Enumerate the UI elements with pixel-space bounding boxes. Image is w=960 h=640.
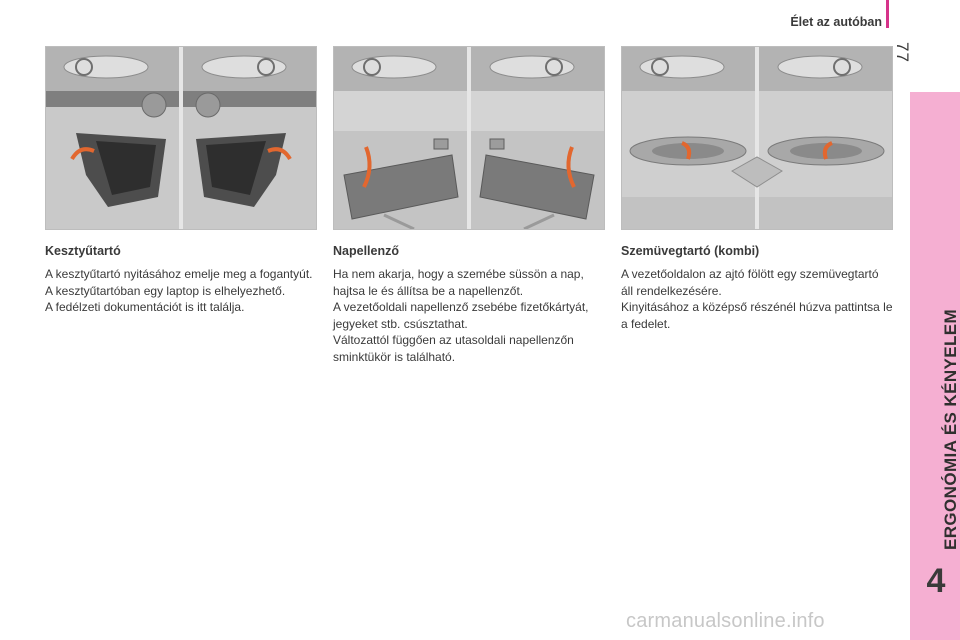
page-header-title: Élet az autóban	[790, 15, 882, 29]
sun-visor-illustration	[333, 46, 605, 230]
chapter-title: ERGONÓMIA ÉS KÉNYELEM	[941, 308, 960, 550]
glovebox-illustration	[45, 46, 317, 230]
section-sun-visor	[333, 46, 605, 365]
paragraph: Ha nem akarja, hogy a szemébe süssön a nap, hajtsa le és állítsa be a napellenzőt.	[333, 267, 584, 298]
paragraph: Változattól függően az utasoldali napellenzőn sminktükör is található.	[333, 333, 574, 364]
section-glovebox	[45, 46, 317, 316]
chapter-number: 4	[926, 562, 946, 600]
paragraph: A kesztyűtartóban egy laptop is elhelyezhető.	[45, 283, 286, 298]
paragraph: Kinyitásához a középső részénél húzva pattintsa le a fedelet.	[621, 300, 893, 331]
glasses-holder-illustration	[621, 46, 893, 230]
section-title: Napellenző	[333, 244, 399, 258]
section-title: Szemüvegtartó (kombi)	[621, 244, 760, 258]
watermark: carmanualsonline.info	[626, 610, 825, 632]
section-title: Kesztyűtartó	[45, 244, 121, 258]
page-number: 77	[893, 42, 912, 63]
paragraph: A vezetőoldalon az ajtó fölött egy szemüvegtartó áll rendelkezésére.	[621, 267, 879, 298]
paragraph: A fedélzeti dokumentációt is itt találja.	[45, 300, 245, 314]
paragraph: A vezetőoldali napellenző zsebébe fizetőkártyát, jegyeket stb. csúsztathat.	[333, 300, 589, 331]
header-accent-rule	[886, 0, 889, 28]
section-glasses-holder	[621, 46, 893, 332]
paragraph: A kesztyűtartó nyitásához emelje meg a fogantyút.	[45, 267, 313, 281]
